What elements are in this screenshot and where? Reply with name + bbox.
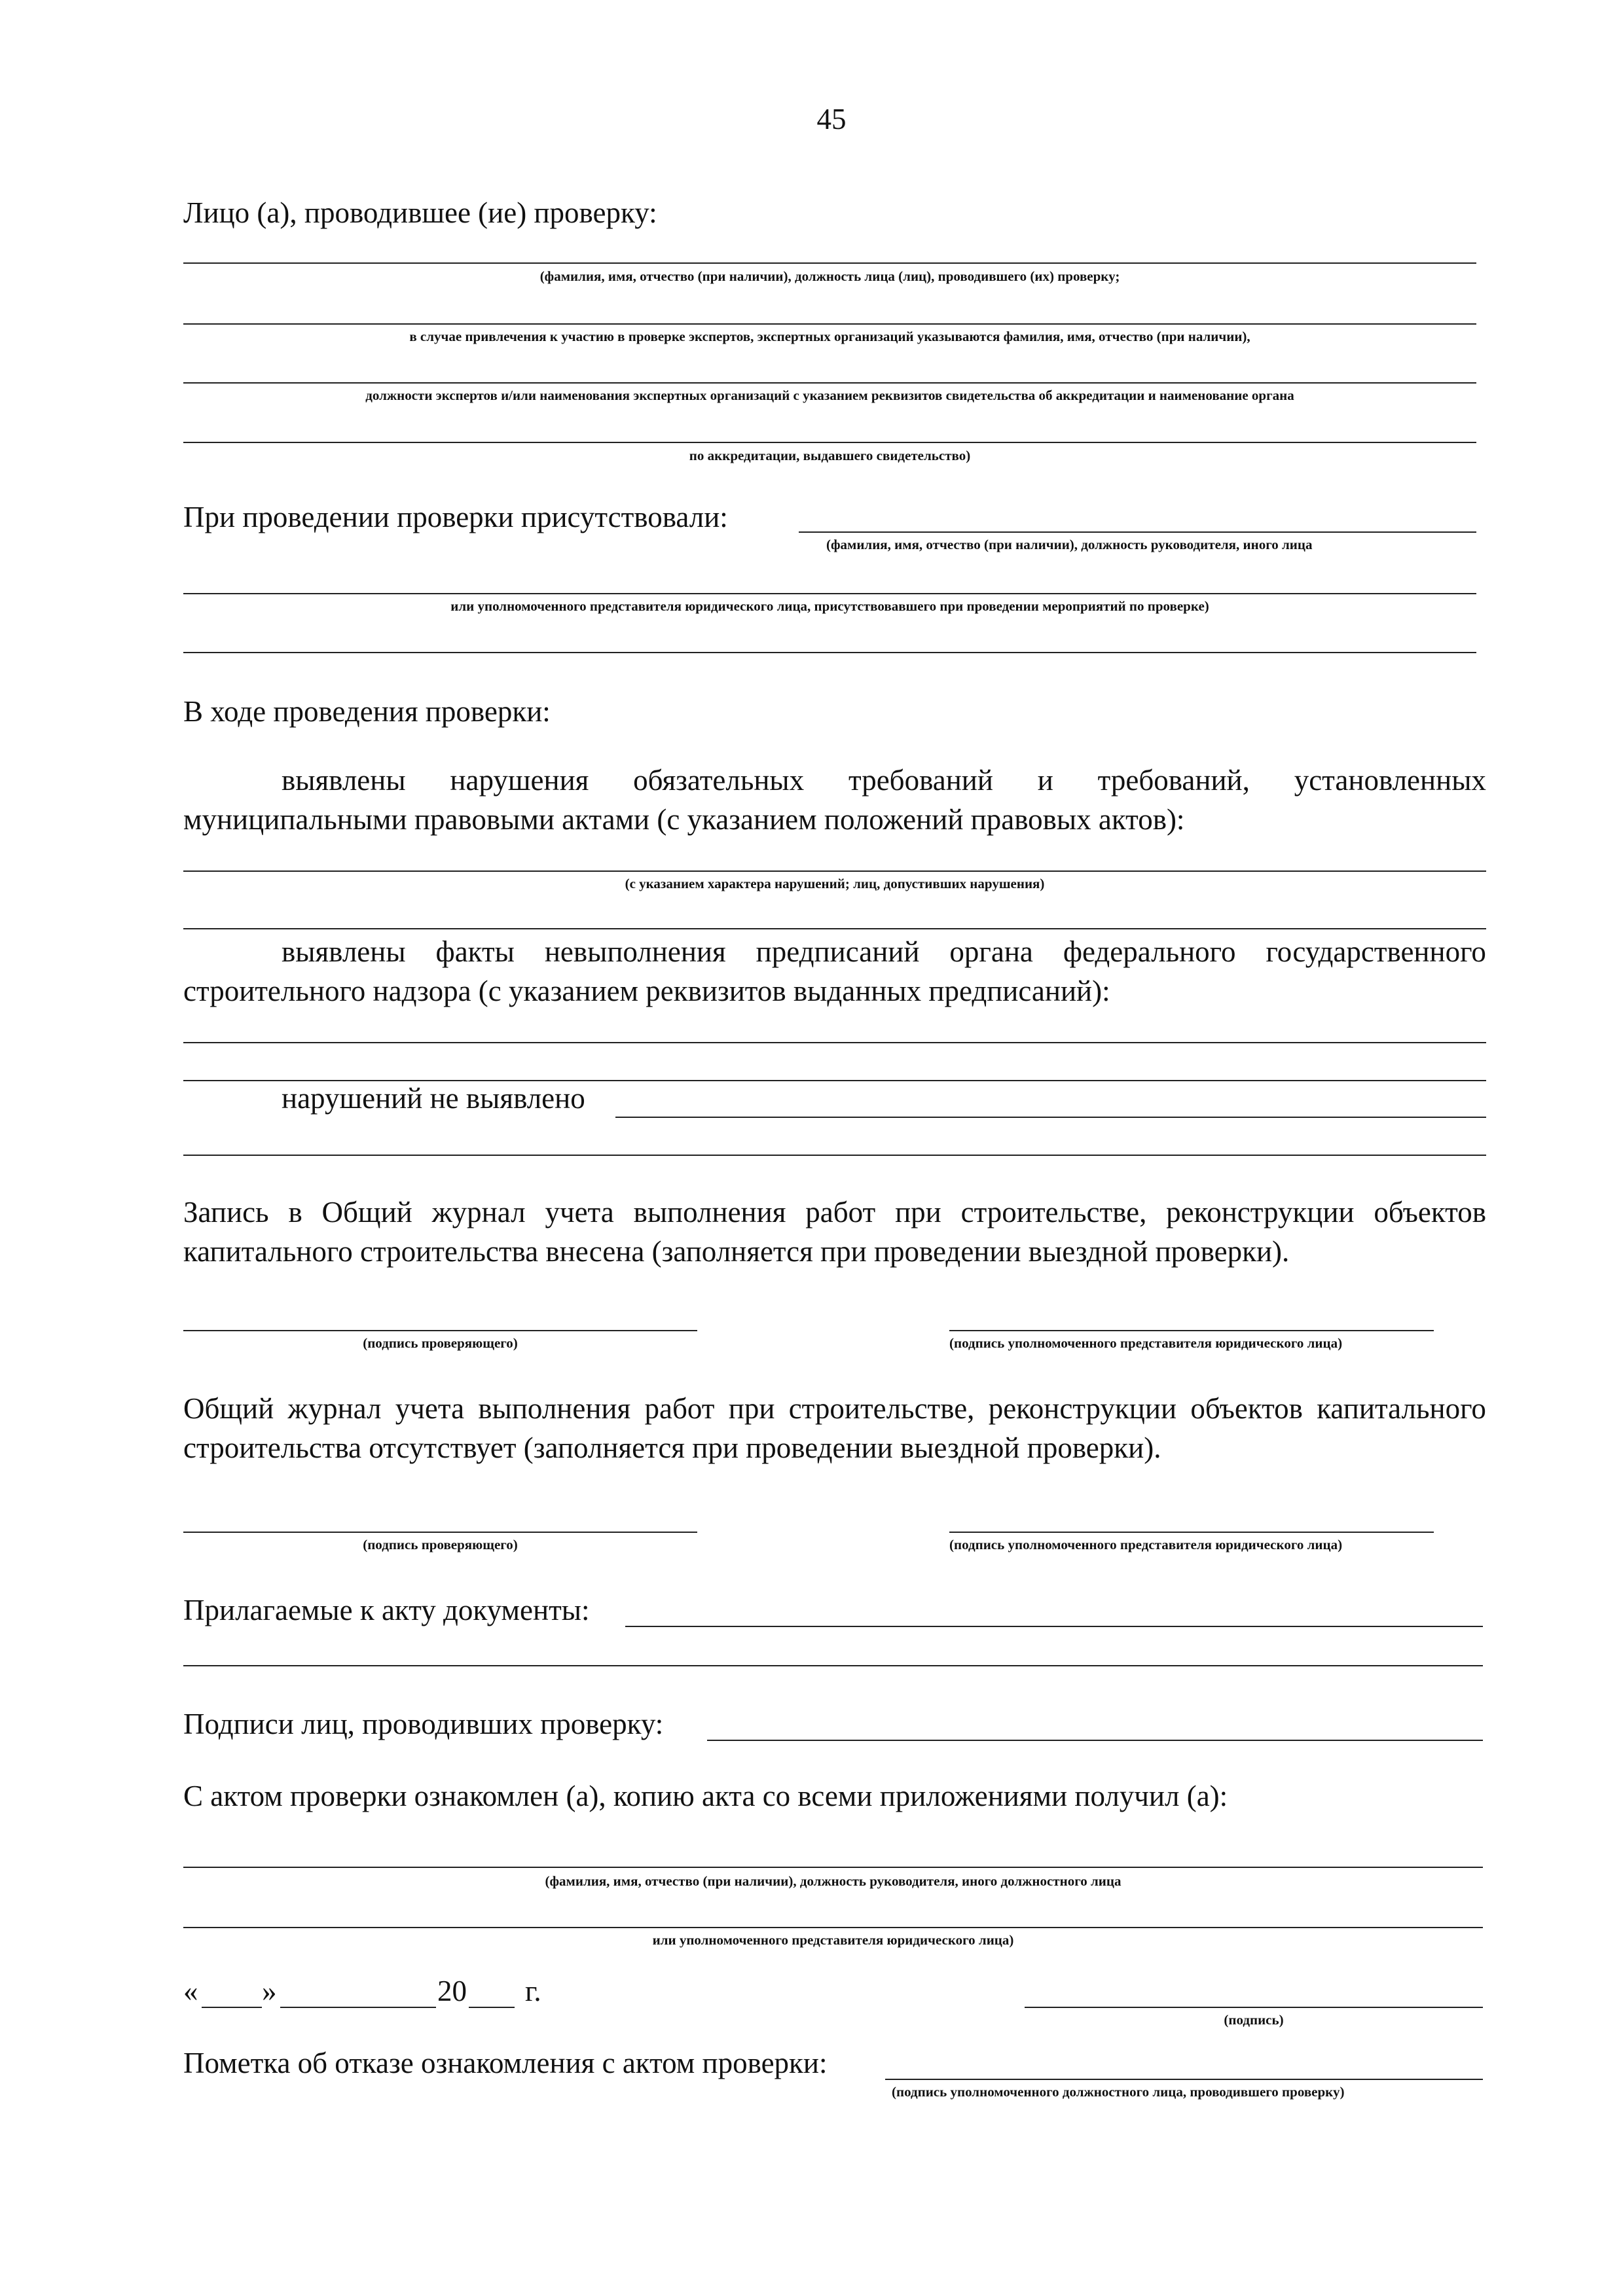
word: Общий xyxy=(321,1196,412,1229)
acquainted-fill-line-2[interactable] xyxy=(183,1927,1483,1928)
word: работ xyxy=(805,1196,876,1229)
nonfulfillment-line-2: строительного надзора (с указанием реквизитов выданных предписаний): xyxy=(183,975,1110,1007)
findings-heading: В ходе проведения проверки: xyxy=(183,695,551,728)
word: обязательных xyxy=(633,764,805,797)
attachments-fill-line-2[interactable] xyxy=(183,1665,1483,1666)
word: при xyxy=(728,1392,775,1425)
word: государственного xyxy=(1266,935,1486,968)
violations-fill-line-1[interactable] xyxy=(183,870,1486,872)
journal-absent-line-2: строительства отсутствует (заполняется при проведении выездной проверки). xyxy=(183,1431,1161,1464)
present-line-1[interactable] xyxy=(799,531,1476,533)
word: органа xyxy=(949,935,1033,968)
refusal-fill-line[interactable] xyxy=(885,2079,1483,2080)
acquainted-label: С актом проверки ознакомлен (а), копию акта со всеми приложениями получил (а): xyxy=(183,1780,1228,1812)
nonfulfillment-fill-line-1[interactable] xyxy=(183,1042,1486,1043)
attachments-label: Прилагаемые к акту документы: xyxy=(183,1594,590,1626)
date-year-prefix: 20 xyxy=(437,1975,467,2007)
acquainted-caption-2: или уполномоченного представителя юридического лица) xyxy=(652,1932,1014,1948)
refusal-label: Пометка об отказе ознакомления с актом проверки: xyxy=(183,2047,828,2079)
journal-entry-line-2: капитального строительства внесена (заполняется при проведении выездной проверки). xyxy=(183,1235,1290,1268)
journal-absent-inspector-signature-line[interactable] xyxy=(183,1532,697,1533)
violations-fill-line-2[interactable] xyxy=(183,928,1486,929)
journal-entry-line-1 xyxy=(183,1198,1486,1227)
date-year-line[interactable] xyxy=(469,2007,515,2008)
violations-line-2: муниципальными правовыми актами (с указанием положений правовых актов): xyxy=(183,803,1185,836)
word: федерального xyxy=(1063,935,1236,968)
word: факты xyxy=(435,935,515,968)
inspectors-line-4[interactable] xyxy=(183,442,1476,443)
word: учета xyxy=(395,1392,465,1425)
signatures-fill-line[interactable] xyxy=(707,1740,1483,1741)
acquainted-signature-line[interactable] xyxy=(1025,2007,1483,2008)
journal-entry-representative-signature-line[interactable] xyxy=(949,1330,1434,1331)
acquainted-signature-caption: (подпись) xyxy=(1224,2012,1284,2028)
word: объектов xyxy=(1190,1392,1303,1425)
nonfulfillment-line-1 xyxy=(282,937,1486,967)
word: выявлены xyxy=(282,935,406,968)
journal-entry-inspector-signature-line[interactable] xyxy=(183,1330,697,1331)
inspectors-caption-1: (фамилия, имя, отчество (при наличии), должность лица (лиц), проводившего (их) проверку; xyxy=(539,268,1120,284)
word: реконструкции xyxy=(988,1392,1177,1425)
nonfulfillment-fill-line-2[interactable] xyxy=(183,1080,1486,1081)
word: и xyxy=(1037,764,1053,797)
word: Общий xyxy=(183,1392,274,1425)
word: требований, xyxy=(1097,764,1250,797)
word: журнал xyxy=(431,1196,526,1229)
journal-absent-representative-caption: (подпись уполномоченного представителя юридического лица) xyxy=(949,1537,1343,1552)
word: нарушения xyxy=(450,764,589,797)
journal-absent-inspector-caption: (подпись проверяющего) xyxy=(363,1537,518,1552)
journal-entry-inspector-caption: (подпись проверяющего) xyxy=(363,1335,518,1351)
word: при xyxy=(895,1196,941,1229)
word: реконструкции xyxy=(1166,1196,1355,1229)
date-open-quote: « xyxy=(183,1975,198,2007)
present-caption-1: (фамилия, имя, отчество (при наличии), должность руководителя, иного лица xyxy=(826,537,1313,552)
word: невыполнения xyxy=(544,935,726,968)
word: капитального xyxy=(1317,1392,1486,1425)
word: требований xyxy=(848,764,993,797)
date-year-suffix: г. xyxy=(525,1975,541,2007)
acquainted-caption-1: (фамилия, имя, отчество (при наличии), должность руководителя, иного должностного лица xyxy=(545,1873,1122,1889)
present-line-3[interactable] xyxy=(183,652,1476,653)
word: выполнения xyxy=(633,1196,786,1229)
journal-entry-representative-caption: (подпись уполномоченного представителя юридического лица) xyxy=(949,1335,1343,1351)
word: объектов xyxy=(1374,1196,1486,1229)
word: строительстве, xyxy=(960,1196,1147,1229)
page-number: 45 xyxy=(816,103,847,135)
present-caption-2: или уполномоченного представителя юридического лица, присутствовавшего при проведении мероприятий по проверке) xyxy=(450,598,1209,614)
attachments-fill-line-1[interactable] xyxy=(625,1626,1483,1627)
word: установленных xyxy=(1294,764,1486,797)
refusal-caption: (подпись уполномоченного должностного лица, проводившего проверку) xyxy=(892,2084,1345,2100)
date-close-quote: » xyxy=(262,1975,277,2007)
journal-absent-line-1 xyxy=(183,1394,1486,1424)
present-line-2[interactable] xyxy=(183,593,1476,594)
journal-absent-representative-signature-line[interactable] xyxy=(949,1532,1434,1533)
word: предписаний xyxy=(756,935,920,968)
no-violations-fill-line-2[interactable] xyxy=(183,1155,1486,1156)
present-heading: При проведении проверки присутствовали: xyxy=(183,501,728,533)
word: журнал xyxy=(287,1392,382,1425)
word: выполнения xyxy=(478,1392,631,1425)
inspectors-heading: Лицо (а), проводившее (ие) проверку: xyxy=(183,196,657,229)
no-violations-label: нарушений не выявлено xyxy=(282,1082,585,1115)
word: учета xyxy=(545,1196,614,1229)
violations-caption: (с указанием характера нарушений; лиц, допустивших нарушения) xyxy=(625,876,1045,891)
word: выявлены xyxy=(282,764,406,797)
word: Запись xyxy=(183,1196,269,1229)
inspectors-caption-3: должности экспертов и/или наименования экспертных организаций с указанием реквизитов свидетельства об аккредитации и наименование органа xyxy=(365,387,1294,403)
inspectors-caption-4: по аккредитации, выдавшего свидетельство) xyxy=(689,448,971,463)
signatures-label: Подписи лиц, проводивших проверку: xyxy=(183,1708,664,1740)
acquainted-fill-line-1[interactable] xyxy=(183,1867,1483,1868)
word: в xyxy=(288,1196,302,1229)
word: работ xyxy=(644,1392,715,1425)
inspectors-line-3[interactable] xyxy=(183,382,1476,384)
inspectors-line-1[interactable] xyxy=(183,262,1476,264)
date-day-line[interactable] xyxy=(202,2007,262,2008)
word: строительстве, xyxy=(788,1392,975,1425)
inspectors-caption-2: в случае привлечения к участию в проверке экспертов, экспертных организаций указываются фамилия, имя, отчество (при наличии), xyxy=(409,329,1250,344)
date-month-line[interactable] xyxy=(280,2007,436,2008)
violations-line-1 xyxy=(282,766,1486,795)
inspectors-line-2[interactable] xyxy=(183,323,1476,325)
no-violations-fill-line[interactable] xyxy=(615,1117,1486,1118)
